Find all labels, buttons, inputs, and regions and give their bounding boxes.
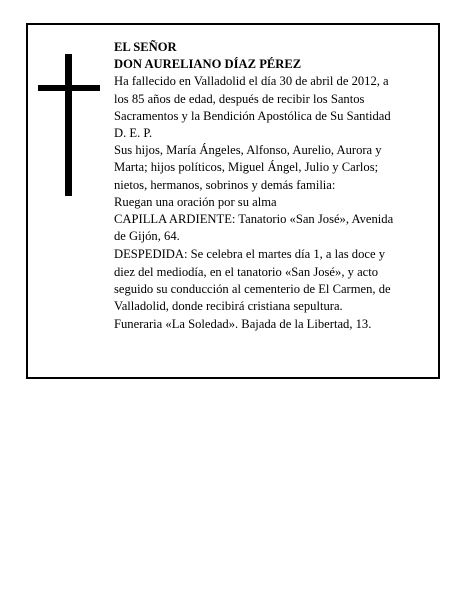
cross-vertical-bar	[65, 54, 72, 196]
family-line: nietos, hermanos, sobrinos y demás familia:	[114, 177, 336, 192]
farewell-line: DESPEDIDA: Se celebra el martes día 1, a las doce y	[114, 247, 386, 262]
chapel-paragraph	[114, 211, 426, 245]
farewell-paragraph	[114, 246, 426, 315]
death-line: Ha fallecido en Valladolid el día 30 de abril de 2012, a	[114, 74, 389, 89]
obituary-text	[114, 39, 426, 333]
death-line: Sacramentos y la Bendición Apostólica de Su Santidad	[114, 108, 391, 123]
heading-line-1: EL SEÑOR	[114, 40, 177, 54]
heading-title	[114, 39, 426, 73]
cross-horizontal-bar	[38, 85, 100, 91]
heading-line-2: DON AURELIANO DÍAZ PÉREZ	[114, 57, 302, 72]
chapel-line: de Gijón, 64.	[114, 229, 180, 244]
death-line: D. E. P.	[114, 126, 153, 141]
farewell-line: Valladolid, donde recibirá cristiana sepultura.	[114, 299, 343, 314]
family-line: Marta; hijos políticos, Miguel Ángel, Julio y Carlos;	[114, 160, 379, 175]
family-paragraph	[114, 142, 426, 194]
prayer-paragraph	[114, 194, 426, 211]
farewell-line: seguido su conducción al cementerio de El Carmen, de	[114, 281, 391, 296]
death-paragraph	[114, 73, 426, 142]
funeral-home-paragraph	[114, 316, 426, 333]
latin-cross-icon	[38, 54, 100, 196]
farewell-line: diez del mediodía, en el tanatorio «San José», y acto	[114, 264, 379, 279]
death-line: los 85 años de edad, después de recibir los Santos	[114, 91, 365, 106]
family-line: Sus hijos, María Ángeles, Alfonso, Aurelio, Aurora y	[114, 143, 382, 158]
prayer-line: Ruegan una oración por su alma	[114, 194, 277, 209]
funeral-home-line: Funeraria «La Soledad». Bajada de la Libertad, 13.	[114, 317, 372, 332]
chapel-line: CAPILLA ARDIENTE: Tanatorio «San José», Avenida	[114, 212, 394, 227]
